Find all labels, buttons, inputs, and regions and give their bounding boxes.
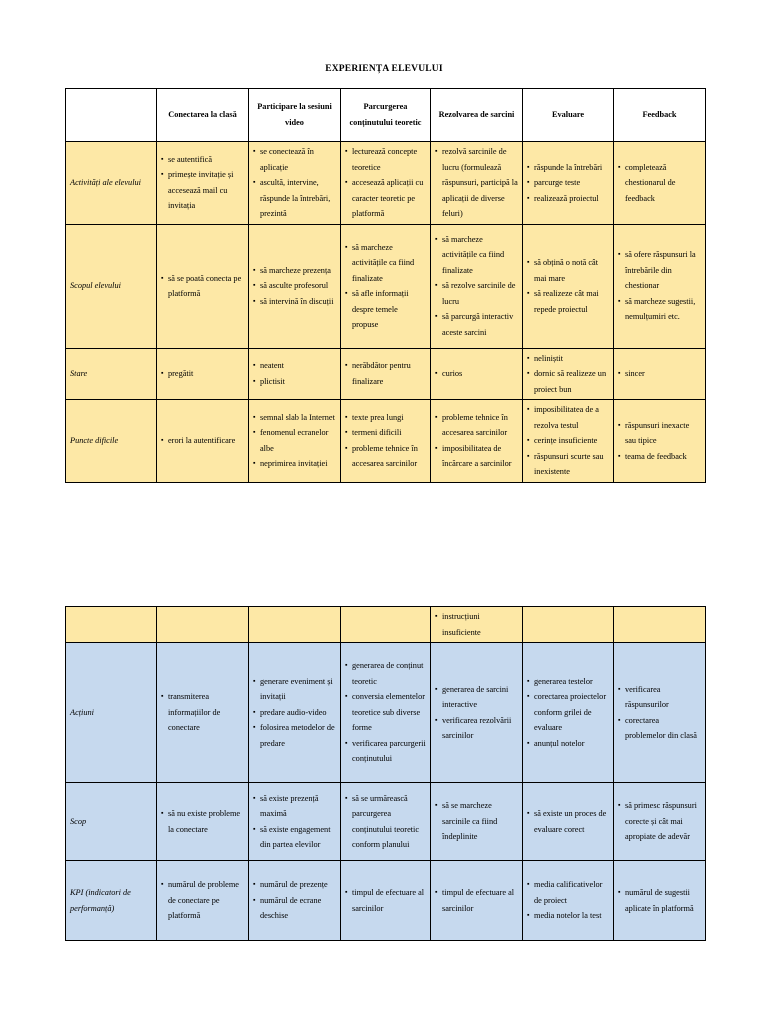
bullet-list [161, 271, 244, 302]
list-item: ▪ generarea de conținut teoretic [345, 658, 426, 689]
table-cell [614, 861, 706, 941]
list-item: ▪ numărul de sugestii aplicate în platformă [618, 885, 701, 916]
bullet-list [527, 877, 609, 924]
bullet-list [435, 682, 518, 744]
table-cell [523, 142, 614, 225]
list-item: ▪ corectarea problemelor din clasă [618, 713, 701, 744]
list-item: ▪ imposibilitatea de a rezolva testul [527, 402, 609, 433]
bullet-list [345, 144, 426, 222]
table-cell [614, 224, 706, 348]
list-item: ▪ anunțul notelor [527, 736, 609, 752]
table-cell [614, 348, 706, 400]
list-item: ▪ media calificativelor de proiect [527, 877, 609, 908]
list-item: ▪ termeni dificili [345, 425, 426, 441]
table-cell [614, 783, 706, 861]
table-cell [249, 861, 341, 941]
bullet-list [345, 410, 426, 472]
table-cell [249, 224, 341, 348]
list-item: ▪ curios [435, 366, 518, 382]
list-item: ▪ timpul de efectuare al sarcinilor [435, 885, 518, 916]
table-cell [157, 142, 249, 225]
bullet-list [161, 366, 244, 382]
row-label: Acțiuni [66, 643, 157, 783]
list-item: ▪ să existe prezență maximă [253, 791, 336, 822]
page-title: EXPERIENȚA ELEVULUI [325, 64, 443, 74]
list-item: ▪ timpul de efectuare al sarcinilor [345, 885, 426, 916]
list-item: ▪ să existe un proces de evaluare corect [527, 806, 609, 837]
table-cell [157, 783, 249, 861]
list-item: ▪ transmiterea informațiilor de conectare [161, 689, 244, 736]
table-cell [523, 224, 614, 348]
bullet-list [435, 410, 518, 472]
bullet-list [527, 160, 609, 207]
list-item: ▪ să se marcheze sarcinile ca fiind îndeplinite [435, 798, 518, 845]
table-row [66, 142, 706, 225]
list-item: ▪ să marcheze activitățile ca fiind finalizate [435, 232, 518, 279]
bullet-list [527, 674, 609, 752]
list-item: ▪ parcurge teste [527, 175, 609, 191]
table-cell [157, 348, 249, 400]
bullet-list [161, 877, 244, 924]
table-cell [157, 861, 249, 941]
list-item: ▪ ascultă, intervine, răspunde la întrebări, prezintă [253, 175, 336, 222]
table-cell [523, 643, 614, 783]
table-row [66, 783, 706, 861]
bullet-list [435, 366, 518, 382]
table-cell [431, 142, 523, 225]
teacher-process-table [65, 606, 706, 941]
table-cell [249, 348, 341, 400]
row-label [66, 607, 157, 643]
list-item: ▪ să marcheze activitățile ca fiind finalizate [345, 240, 426, 287]
bullet-list [161, 152, 244, 214]
table-cell [614, 607, 706, 643]
table-cell [431, 861, 523, 941]
bullet-list [435, 232, 518, 341]
bullet-list [618, 798, 701, 845]
table-cell [341, 142, 431, 225]
list-item: ▪ accesează aplicații cu caracter teoretic pe platformă [345, 175, 426, 222]
bullet-list [527, 255, 609, 317]
list-item: ▪ pregătit [161, 366, 244, 382]
table-cell [523, 607, 614, 643]
column-header: Rezolvarea de sarcini [431, 89, 523, 142]
list-item: ▪ să intervină în discuții [253, 294, 336, 310]
bullet-list [345, 240, 426, 333]
list-item: ▪ lecturează concepte teoretice [345, 144, 426, 175]
table-row [66, 643, 706, 783]
table-cell [614, 643, 706, 783]
table-cell [523, 348, 614, 400]
list-item: ▪ realizează proiectul [527, 191, 609, 207]
header-corner [66, 89, 157, 142]
bullet-list [435, 609, 518, 640]
table-row [66, 861, 706, 941]
list-item: ▪ teama de feedback [618, 449, 701, 465]
table-cell [431, 400, 523, 483]
table-cell [341, 400, 431, 483]
column-header: Conectarea la clasă [157, 89, 249, 142]
list-item: ▪ generarea testelor [527, 674, 609, 690]
table-cell [341, 348, 431, 400]
bullet-list [253, 877, 336, 924]
bullet-list [527, 351, 609, 398]
list-item: ▪ răspunsuri scurte sau inexistente [527, 449, 609, 480]
row-label: KPI (indicatori de performanță) [66, 861, 157, 941]
table-cell [249, 783, 341, 861]
bullet-list [435, 798, 518, 845]
bullet-list [435, 144, 518, 222]
table-cell [614, 400, 706, 483]
table-cell [249, 607, 341, 643]
row-label: Scopul elevului [66, 224, 157, 348]
table-cell [341, 783, 431, 861]
list-item: ▪ generarea de sarcini interactive [435, 682, 518, 713]
list-item: ▪ să rezolve sarcinile de lucru [435, 278, 518, 309]
list-item: ▪ probleme tehnice în accesarea sarcinilor [435, 410, 518, 441]
row-label: Puncte dificile [66, 400, 157, 483]
list-item: ▪ verificarea rezolvării sarcinilor [435, 713, 518, 744]
list-item: ▪ rezolvă sarcinile de lucru (formulează răspunsuri, participă la aplicații de diverse feluri) [435, 144, 518, 222]
list-item: ▪ neliniștit [527, 351, 609, 367]
table-cell [341, 861, 431, 941]
bullet-list [253, 358, 336, 389]
bullet-list [345, 358, 426, 389]
row-label: Stare [66, 348, 157, 400]
column-header: Feedback [614, 89, 706, 142]
row-label: Scop [66, 783, 157, 861]
bullet-list [618, 366, 701, 382]
list-item: ▪ sincer [618, 366, 701, 382]
table-row [66, 348, 706, 400]
bullet-list [618, 418, 701, 465]
table-cell [431, 607, 523, 643]
table-cell [249, 142, 341, 225]
table-cell [341, 224, 431, 348]
column-header: Participare la sesiuni video [249, 89, 341, 142]
table-cell [614, 142, 706, 225]
list-item: ▪ semnal slab la Internet [253, 410, 336, 426]
list-item: ▪ să marcheze prezența [253, 263, 336, 279]
column-header: Evaluare [523, 89, 614, 142]
bullet-list [161, 689, 244, 736]
bullet-list [618, 247, 701, 325]
table-cell [157, 607, 249, 643]
column-header: Parcurgerea conținutului teoretic [341, 89, 431, 142]
table-cell [523, 861, 614, 941]
list-item: ▪ predare audio-video [253, 705, 336, 721]
header-row [66, 89, 706, 142]
list-item: ▪ conversia elementelor teoretice sub diverse forme [345, 689, 426, 736]
list-item: ▪ să obțină o notă cât mai mare [527, 255, 609, 286]
list-item: ▪ verificarea parcurgerii conținutului [345, 736, 426, 767]
list-item: ▪ plictisit [253, 374, 336, 390]
list-item: ▪ să asculte profesorul [253, 278, 336, 294]
table-cell [523, 400, 614, 483]
list-item: ▪ instrucțiuni insuficiente [435, 609, 518, 640]
list-item: ▪ corectarea proiectelor conform grilei de evaluare [527, 689, 609, 736]
list-item: ▪ se conectează în aplicație [253, 144, 336, 175]
table-cell [341, 607, 431, 643]
student-experience-table [65, 88, 706, 483]
list-item: ▪ imposibilitatea de încărcare a sarcinilor [435, 441, 518, 472]
list-item: ▪ media notelor la test [527, 908, 609, 924]
row-label: Activități ale elevului [66, 142, 157, 225]
table-row [66, 224, 706, 348]
bullet-list [618, 885, 701, 916]
list-item: ▪ cerințe insuficiente [527, 433, 609, 449]
table-cell [431, 348, 523, 400]
bullet-list [618, 682, 701, 744]
list-item: ▪ să se urmărească parcurgerea conținutului teoretic conform planului [345, 791, 426, 853]
list-item: ▪ erori la autentificare [161, 433, 244, 449]
list-item: ▪ răspunde la întrebări [527, 160, 609, 176]
table-row [66, 400, 706, 483]
bullet-list [253, 410, 336, 472]
list-item: ▪ dornic să realizeze un proiect bun [527, 366, 609, 397]
list-item: ▪ numărul de ecrane deschise [253, 893, 336, 924]
table-cell [249, 400, 341, 483]
list-item: ▪ să ofere răspunsuri la întrebările din chestionar [618, 247, 701, 294]
table-cell [157, 643, 249, 783]
list-item: ▪ răspunsuri inexacte sau tipice [618, 418, 701, 449]
table-cell [431, 783, 523, 861]
list-item: ▪ neprimirea invitației [253, 456, 336, 472]
list-item: ▪ completează chestionarul de feedback [618, 160, 701, 207]
list-item: ▪ neatent [253, 358, 336, 374]
bullet-list [527, 806, 609, 837]
list-item: ▪ să primesc răspunsuri corecte și cât mai apropiate de adevăr [618, 798, 701, 845]
bullet-list [253, 791, 336, 853]
table-cell [431, 643, 523, 783]
list-item: ▪ să se poată conecta pe platformă [161, 271, 244, 302]
list-item: ▪ primește invitație și accesează mail cu invitația [161, 167, 244, 214]
table-cell [431, 224, 523, 348]
table-cell [157, 400, 249, 483]
list-item: ▪ generare eveniment și invitații [253, 674, 336, 705]
bullet-list [253, 674, 336, 752]
table-cell [157, 224, 249, 348]
bullet-list [253, 263, 336, 310]
bullet-list [161, 806, 244, 837]
list-item: ▪ să existe engagement din partea elevilor [253, 822, 336, 853]
list-item: ▪ se autentifică [161, 152, 244, 168]
table-cell [341, 643, 431, 783]
list-item: ▪ fenomenul ecranelor albe [253, 425, 336, 456]
bullet-list [161, 433, 244, 449]
list-item: ▪ să realizeze cât mai repede proiectul [527, 286, 609, 317]
table-cell [249, 643, 341, 783]
list-item: ▪ să nu existe probleme la conectare [161, 806, 244, 837]
bullet-list [345, 791, 426, 853]
list-item: ▪ folosirea metodelor de predare [253, 720, 336, 751]
list-item: ▪ numărul de probleme de conectare pe platformă [161, 877, 244, 924]
list-item: ▪ să marcheze sugestii, nemulțumiri etc. [618, 294, 701, 325]
bullet-list [345, 658, 426, 767]
bullet-list [618, 160, 701, 207]
table-cell [523, 783, 614, 861]
bullet-list [253, 144, 336, 222]
bullet-list [345, 885, 426, 916]
list-item: ▪ numărul de prezențe [253, 877, 336, 893]
list-item: ▪ să afle informații despre temele propuse [345, 286, 426, 333]
list-item: ▪ să parcurgă interactiv aceste sarcini [435, 309, 518, 340]
bullet-list [527, 402, 609, 480]
list-item: ▪ verificarea răspunsurilor [618, 682, 701, 713]
list-item: ▪ nerăbdător pentru finalizare [345, 358, 426, 389]
list-item: ▪ texte prea lungi [345, 410, 426, 426]
bullet-list [435, 885, 518, 916]
table-row [66, 607, 706, 643]
list-item: ▪ probleme tehnice în accesarea sarcinilor [345, 441, 426, 472]
